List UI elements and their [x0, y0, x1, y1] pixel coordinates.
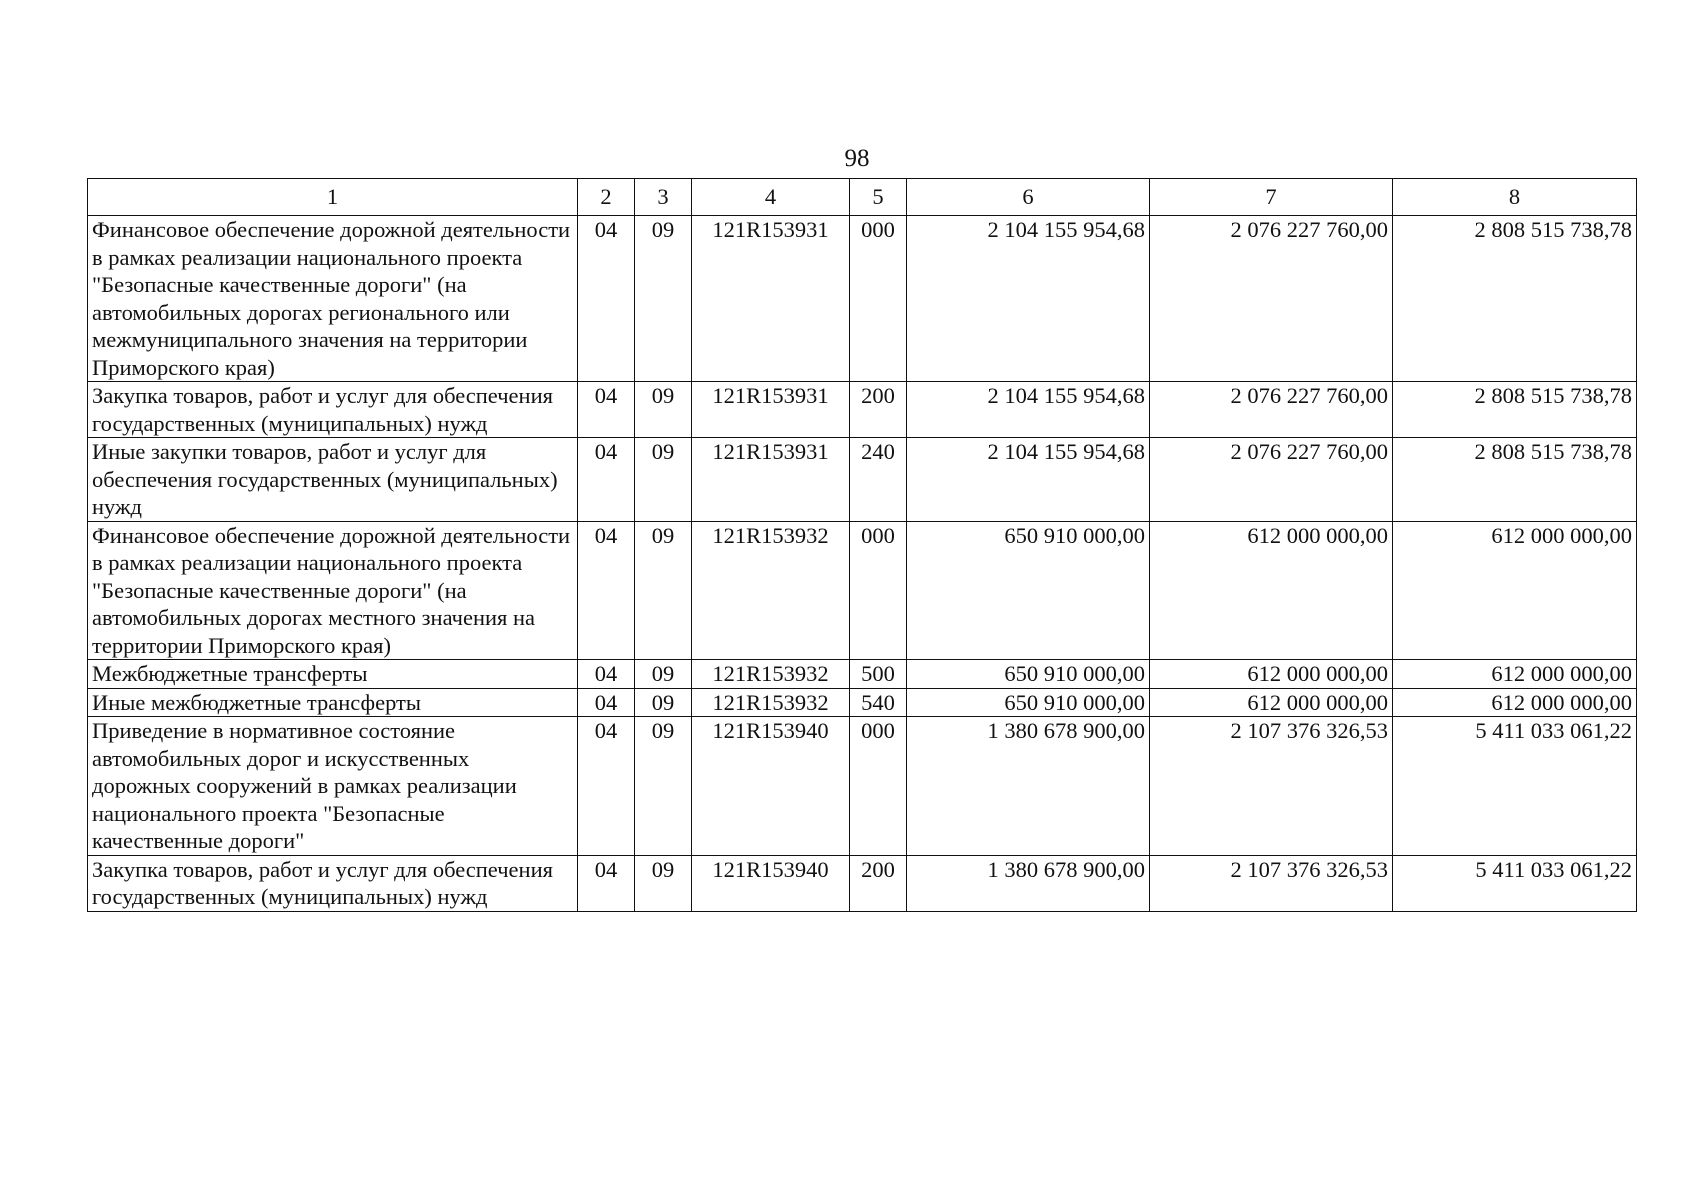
row-name: Приведение в нормативное состояние автомобильных дорог и искусственных дорожных сооружений в рамках реализации национального проекта "Безопасные качественные дороги" — [88, 717, 578, 856]
row-expense-type: 000 — [850, 216, 907, 382]
row-amount-7: 2 107 376 326,53 — [1150, 717, 1393, 856]
row-amount-7: 612 000 000,00 — [1150, 521, 1393, 660]
budget-table — [87, 178, 1637, 912]
row-section: 04 — [578, 855, 635, 911]
row-name: Иные закупки товаров, работ и услуг для обеспечения государственных (муниципальных) нужд — [88, 438, 578, 522]
row-amount-7: 2 107 376 326,53 — [1150, 855, 1393, 911]
header-col-4: 4 — [692, 179, 850, 216]
row-amount-6: 2 104 155 954,68 — [907, 216, 1150, 382]
header-col-7: 7 — [1150, 179, 1393, 216]
row-subsection: 09 — [635, 688, 692, 717]
row-expense-type: 000 — [850, 717, 907, 856]
row-subsection: 09 — [635, 382, 692, 438]
row-target-code: 121R153932 — [692, 521, 850, 660]
row-subsection: 09 — [635, 660, 692, 689]
row-section: 04 — [578, 382, 635, 438]
row-section: 04 — [578, 438, 635, 522]
row-target-code: 121R153931 — [692, 216, 850, 382]
row-subsection: 09 — [635, 216, 692, 382]
header-col-2: 2 — [578, 179, 635, 216]
row-target-code: 121R153931 — [692, 382, 850, 438]
row-section: 04 — [578, 216, 635, 382]
table-row — [88, 438, 1637, 522]
table-row — [88, 521, 1637, 660]
row-expense-type: 200 — [850, 855, 907, 911]
row-expense-type: 240 — [850, 438, 907, 522]
row-amount-8: 612 000 000,00 — [1393, 660, 1637, 689]
row-amount-7: 2 076 227 760,00 — [1150, 438, 1393, 522]
row-amount-6: 650 910 000,00 — [907, 688, 1150, 717]
row-amount-6: 2 104 155 954,68 — [907, 438, 1150, 522]
row-amount-6: 1 380 678 900,00 — [907, 855, 1150, 911]
header-col-3: 3 — [635, 179, 692, 216]
page-number: 98 — [844, 145, 870, 172]
row-section: 04 — [578, 660, 635, 689]
header-row — [88, 179, 1637, 216]
row-amount-7: 2 076 227 760,00 — [1150, 216, 1393, 382]
row-expense-type: 500 — [850, 660, 907, 689]
row-target-code: 121R153940 — [692, 717, 850, 856]
row-target-code: 121R153940 — [692, 855, 850, 911]
row-subsection: 09 — [635, 717, 692, 856]
row-amount-8: 612 000 000,00 — [1393, 688, 1637, 717]
row-section: 04 — [578, 717, 635, 856]
row-amount-7: 2 076 227 760,00 — [1150, 382, 1393, 438]
row-expense-type: 000 — [850, 521, 907, 660]
row-amount-6: 650 910 000,00 — [907, 521, 1150, 660]
table-row — [88, 688, 1637, 717]
row-section: 04 — [578, 521, 635, 660]
row-name: Иные межбюджетные трансферты — [88, 688, 578, 717]
table-row — [88, 382, 1637, 438]
row-target-code: 121R153932 — [692, 660, 850, 689]
row-target-code: 121R153932 — [692, 688, 850, 717]
header-col-8: 8 — [1393, 179, 1637, 216]
row-amount-6: 2 104 155 954,68 — [907, 382, 1150, 438]
row-name: Межбюджетные трансферты — [88, 660, 578, 689]
row-amount-6: 1 380 678 900,00 — [907, 717, 1150, 856]
header-col-5: 5 — [850, 179, 907, 216]
row-amount-8: 5 411 033 061,22 — [1393, 855, 1637, 911]
row-target-code: 121R153931 — [692, 438, 850, 522]
table-row — [88, 855, 1637, 911]
row-subsection: 09 — [635, 521, 692, 660]
row-section: 04 — [578, 688, 635, 717]
row-name: Закупка товаров, работ и услуг для обеспечения государственных (муниципальных) нужд — [88, 382, 578, 438]
header-col-1: 1 — [88, 179, 578, 216]
row-amount-7: 612 000 000,00 — [1150, 688, 1393, 717]
table-row — [88, 660, 1637, 689]
row-expense-type: 540 — [850, 688, 907, 717]
row-name: Закупка товаров, работ и услуг для обеспечения государственных (муниципальных) нужд — [88, 855, 578, 911]
header-col-6: 6 — [907, 179, 1150, 216]
table-row — [88, 216, 1637, 382]
row-name: Финансовое обеспечение дорожной деятельности в рамках реализации национального проекта "Безопасные качественные дороги" (на автомобильных дорогах регионального или межмуниципального значения на территории Приморского края) — [88, 216, 578, 382]
row-amount-8: 2 808 515 738,78 — [1393, 382, 1637, 438]
row-amount-6: 650 910 000,00 — [907, 660, 1150, 689]
row-name: Финансовое обеспечение дорожной деятельности в рамках реализации национального проекта "Безопасные качественные дороги" (на автомобильных дорогах местного значения на территории Приморского края) — [88, 521, 578, 660]
row-amount-8: 2 808 515 738,78 — [1393, 438, 1637, 522]
table-row — [88, 717, 1637, 856]
row-subsection: 09 — [635, 855, 692, 911]
row-amount-8: 2 808 515 738,78 — [1393, 216, 1637, 382]
row-subsection: 09 — [635, 438, 692, 522]
row-amount-8: 5 411 033 061,22 — [1393, 717, 1637, 856]
row-expense-type: 200 — [850, 382, 907, 438]
row-amount-7: 612 000 000,00 — [1150, 660, 1393, 689]
row-amount-8: 612 000 000,00 — [1393, 521, 1637, 660]
